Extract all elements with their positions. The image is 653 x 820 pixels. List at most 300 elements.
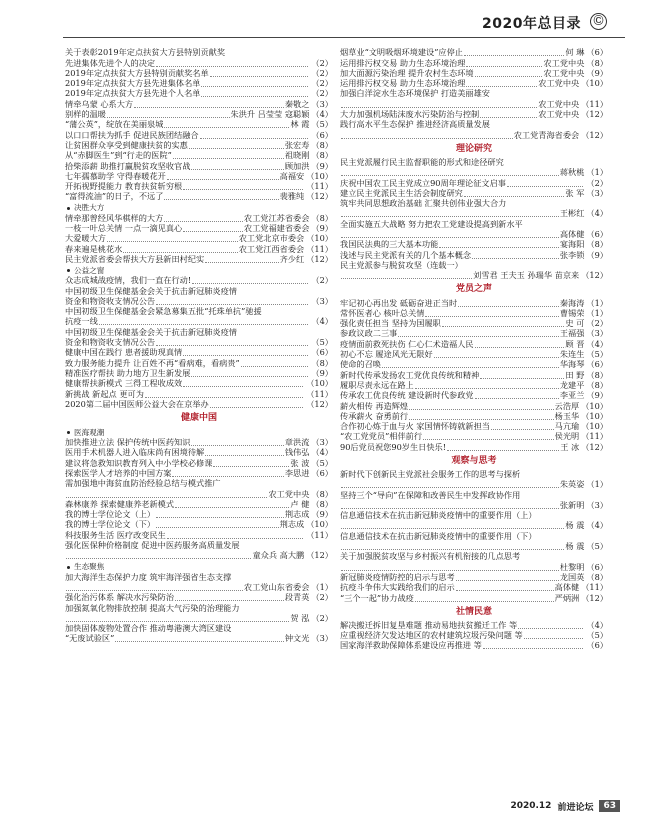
entry-issue: （2） <box>586 178 608 188</box>
entry-author: 云浩厚 <box>554 401 580 411</box>
entry-author: 农工党中央 <box>543 68 585 78</box>
entry-title: 先进集体先进个人的决定 <box>65 58 156 68</box>
dot-leader <box>341 138 513 139</box>
dot-leader <box>456 590 554 591</box>
dot-leader <box>183 189 303 190</box>
toc-entry <box>65 500 333 510</box>
dot-leader <box>201 96 308 97</box>
entry-issue: （12） <box>581 270 608 281</box>
dot-leader <box>425 316 558 317</box>
entry-title: “三个一起”协力战疫 <box>340 593 414 603</box>
entry-author: 张李锁 <box>559 250 585 260</box>
entry-issue: （8） <box>586 572 608 582</box>
entry-title: 关于加强脱贫攻坚与乡村振兴有机衔接的几点思考 <box>340 552 521 562</box>
toc-entry <box>340 189 608 199</box>
dot-leader <box>192 283 308 284</box>
entry-issue: （3） <box>311 437 333 448</box>
toc-entry-continuation <box>340 230 608 240</box>
entry-author: 秦敬之 <box>284 99 310 109</box>
entry-title: “农工党党员”相伴前行 <box>340 432 423 442</box>
entry-title: 加强氮氧化物排放控制 提高大气污染的治理能力 <box>65 603 240 613</box>
entry-title: 使命的召唤 <box>340 360 381 370</box>
entry-issue: （3） <box>586 500 608 510</box>
entry-title: 建立民主党派民主生活会制度研究 <box>340 188 463 198</box>
entry-title: 传承薪火 奋勇前行 <box>340 411 409 421</box>
entry-issue: （11） <box>581 99 608 109</box>
entry-issue: （6） <box>586 641 608 651</box>
toc-entry <box>65 317 333 327</box>
entry-author: 齐少红 <box>279 254 305 264</box>
dot-leader <box>164 221 243 222</box>
entry-issue: （8） <box>311 499 333 509</box>
entry-issue: （6） <box>586 48 608 58</box>
section-heading: 社情民意 <box>455 606 492 617</box>
entry-issue: （12） <box>306 192 333 202</box>
entry-title: 资金和物资收支情况公告 <box>65 337 156 348</box>
entry-title: 中国初级卫生保健基金会关于抗击新冠肺炎疫情 <box>65 286 237 296</box>
entry-title: 致力服务能力提升 让百姓不再“看病难，看病贵” <box>65 358 240 368</box>
toc-entry <box>65 530 333 540</box>
entry-issue: （10） <box>581 421 608 432</box>
entry-title: 让贫困群众享受到健康扶贫的实惠 <box>65 140 188 150</box>
entry-issue: （8） <box>586 240 608 250</box>
entry-title: 大力加强机场陆沫废水污染防治与控制 <box>340 109 480 120</box>
toc-entry <box>340 79 608 89</box>
dot-leader <box>167 179 279 180</box>
entry-author: 林 霞 <box>290 120 310 130</box>
dot-leader <box>123 252 237 253</box>
toc-entry <box>340 120 608 130</box>
entry-title: 信息通信技术在抗击新冠肺炎疫情中的重要作用（下） <box>340 531 537 541</box>
entry-issue: （8） <box>586 58 608 68</box>
toc-entry <box>65 541 333 551</box>
toc-entry <box>65 297 333 307</box>
toc-entry-continuation <box>340 168 608 178</box>
entry-issue: （5） <box>311 458 333 468</box>
section-heading: 理论研究 <box>455 143 492 154</box>
dot-leader <box>524 638 584 639</box>
dot-leader <box>189 148 284 149</box>
entry-author: 农工党青海省委会 <box>513 130 580 140</box>
entry-issue: （2） <box>311 78 333 89</box>
dot-leader <box>66 621 289 622</box>
entry-issue: （12） <box>581 130 608 140</box>
dot-leader <box>480 378 564 379</box>
entry-issue: （10） <box>306 171 333 181</box>
toc-entry <box>340 422 608 432</box>
entry-title: 常怀医者心 核叶总关情 <box>340 308 425 318</box>
toc-entry <box>340 298 608 308</box>
bullet-icon <box>67 269 70 272</box>
toc-entry <box>340 552 608 562</box>
dot-leader <box>205 262 278 263</box>
dot-leader <box>483 648 584 649</box>
entry-author: 钟文光 <box>284 634 310 644</box>
section-heading: 观察与思考 <box>451 455 497 466</box>
entry-title: 筑牢共同思想政治基础 汇聚共创伟业强大合力 <box>340 198 507 209</box>
toc-entry <box>340 48 608 58</box>
entry-title: 新时代传承发扬农工党优良传统和精神 <box>340 370 480 380</box>
toc-entry <box>340 381 608 391</box>
entry-author: 严炳洲 <box>554 593 580 603</box>
entry-author: 曹锡荣 <box>559 308 585 318</box>
entry-issue: （6） <box>586 562 608 572</box>
toc-entry <box>65 276 333 286</box>
issue-date: 2020.12 <box>510 801 552 811</box>
entry-title: 履职尽责永远在路上 <box>340 380 414 390</box>
entry-title: 加大海洋生态保护力度 筑牢海洋强省生态支撑 <box>65 572 232 582</box>
entry-author: 高福安 <box>279 171 305 181</box>
entry-issue: （4） <box>586 209 608 219</box>
toc-entry <box>65 48 333 58</box>
toc-entry <box>65 110 333 120</box>
entry-issue: （4） <box>586 339 608 349</box>
toc-entry <box>340 350 608 360</box>
entry-author: 章洪流 <box>284 437 310 448</box>
toc-entry <box>65 379 333 389</box>
dot-leader <box>491 429 554 430</box>
subsection-heading <box>65 202 333 213</box>
toc-entry <box>340 370 608 380</box>
entry-issue: （1） <box>586 298 608 308</box>
entry-author: 农工党江西省委会 <box>238 244 305 254</box>
entry-title: 健康中国在践行 患者援助现真情 <box>65 348 183 358</box>
entry-title: 运用排污权交易 助力生态环境治理 <box>340 58 466 68</box>
toc-entry <box>340 531 608 541</box>
page-header <box>0 0 653 40</box>
toc-entry <box>340 319 608 329</box>
entry-title: 应重视经济欠发达地区的农村建筑垃圾污染问题 等 <box>340 630 523 641</box>
toc-entry <box>65 58 333 68</box>
dot-leader <box>456 580 559 581</box>
entry-issue: （10） <box>306 520 333 530</box>
dot-leader <box>175 507 289 508</box>
toc-entry <box>65 69 333 79</box>
entry-author: 田 野 <box>565 370 585 380</box>
dot-leader <box>382 367 559 368</box>
dot-leader <box>442 326 565 327</box>
entry-author: 高体健 <box>554 582 580 593</box>
entry-author: 张 军 <box>565 188 585 198</box>
dot-leader <box>164 199 278 200</box>
entry-issue: （11） <box>306 530 333 540</box>
entry-title: 抗疫斗争伟大实践给我们的启示 <box>340 582 455 593</box>
entry-title: 薪火相传 再造辉煌 <box>340 401 409 411</box>
dot-leader <box>475 76 543 77</box>
entry-title: 七年孺慕助学 守得春暖花开 <box>65 171 166 181</box>
entry-title: 中国初级卫生保健基金会紧急募集五批“托珠单抗”驰援 <box>65 306 262 317</box>
toc-entry <box>340 583 608 593</box>
entry-author: 刘雪君 王夫玉 孙瑞华 苗京来 <box>473 270 580 281</box>
entry-issue: （8） <box>311 213 333 223</box>
toc-entry <box>65 172 333 182</box>
entry-issue: （6） <box>586 229 608 240</box>
entry-title: 强化治污体系 解决水污染防治 <box>65 592 175 603</box>
toc-entry <box>65 255 333 265</box>
entry-author: 张宏寿 <box>284 140 310 150</box>
entry-author: 农工党福建省委会 <box>243 223 310 234</box>
dot-leader <box>145 397 303 398</box>
dot-leader <box>475 347 565 348</box>
dot-leader <box>518 628 583 629</box>
toc-entry-continuation <box>65 551 333 561</box>
toc-entry <box>65 213 333 223</box>
entry-issue: （4） <box>311 109 333 120</box>
entry-issue: （4） <box>586 521 608 531</box>
toc-entry-continuation <box>340 209 608 219</box>
entry-issue: （3） <box>311 296 333 306</box>
entry-title: 2019年定点扶贫大方县先进个人名单 <box>65 89 201 99</box>
entry-author: 杨 震 <box>565 541 585 552</box>
entry-title: 疫情面前救死扶伤 仁心仁术造福人民 <box>340 339 474 349</box>
entry-issue: （12） <box>581 442 608 452</box>
entry-title: 烟草业“文明吸烟环境建设”应停止 <box>340 48 463 58</box>
entry-author: 祖晓刚 <box>284 150 310 161</box>
dot-leader <box>183 231 243 232</box>
entry-title: 新时代下创新民主党派社会服务工作的思考与探析 <box>340 469 521 479</box>
entry-issue: （11） <box>306 181 333 192</box>
dot-leader <box>398 336 559 337</box>
toc-entry <box>65 286 333 296</box>
entry-issue: （11） <box>581 582 608 593</box>
dot-leader <box>458 306 559 307</box>
toc-entry <box>340 199 608 209</box>
entry-issue: （5） <box>311 120 333 130</box>
entry-author: 杨玉华 <box>554 411 580 421</box>
entry-author: 农工党北京市委会 <box>238 234 305 244</box>
dot-leader <box>172 476 283 477</box>
dot-leader <box>507 186 583 187</box>
toc-entry-continuation <box>340 562 608 572</box>
toc-entry <box>65 593 333 603</box>
toc-entry <box>65 130 333 140</box>
entry-issue: （4） <box>311 448 333 458</box>
entry-title: 医用手术机器人进入临床尚有困境待解 <box>65 448 205 458</box>
entry-title: 别样的温暖 <box>65 109 106 120</box>
entry-author: 王福强 <box>559 329 585 339</box>
dot-leader <box>213 466 289 467</box>
entry-issue: （10） <box>581 401 608 411</box>
entry-title: 合作初心炼于血与火 家国情怀铸就新担当 <box>340 421 490 432</box>
toc-entry <box>340 391 608 401</box>
entry-issue: （8） <box>311 489 333 499</box>
entry-issue: （8） <box>311 358 333 368</box>
entry-title: 抗疫一线 <box>65 317 98 327</box>
dot-leader <box>472 258 559 259</box>
toc-entry <box>65 634 333 644</box>
entry-issue: （8） <box>311 140 333 150</box>
entry-author: 龙国英 <box>559 572 585 582</box>
entry-title: 情牵乌蒙 心系大方 <box>65 99 134 109</box>
dot-leader <box>466 86 537 87</box>
toc-entry <box>65 307 333 317</box>
dot-leader <box>415 388 559 389</box>
entry-issue: （4） <box>586 620 608 630</box>
toc-entry <box>65 510 333 520</box>
entry-issue: （6） <box>311 348 333 358</box>
toc-entry <box>65 99 333 109</box>
entry-title: 坚持三个“导向”在保障和改善民生中发挥政协作用 <box>340 490 521 500</box>
entry-title: 运用排污权交易 助力生态环境治理 <box>340 78 466 89</box>
entry-title: 全面实施五大战略 努力把农工党建设提高到新水平 <box>340 219 523 229</box>
entry-author: 马亢瑜 <box>554 421 580 432</box>
toc-entry <box>340 158 608 168</box>
toc-entry-continuation <box>340 521 608 531</box>
entry-issue: （2） <box>311 613 333 623</box>
entry-author: 宴海阳 <box>559 240 585 250</box>
entry-issue: （1） <box>311 582 333 592</box>
entry-issue: （3） <box>311 99 333 109</box>
toc-entry <box>65 141 333 151</box>
toc-entry <box>340 593 608 603</box>
entry-issue: （8） <box>586 380 608 390</box>
entry-issue: （9） <box>586 68 608 78</box>
toc-entry <box>340 219 608 229</box>
entry-title: 科技服务生活 医疗改变民生 <box>65 530 166 540</box>
entry-title: 开拓视野提能力 教育扶贫斩穷根 <box>65 181 183 192</box>
entry-title: 众志成城战疫情，我们一直在行动! <box>65 275 192 286</box>
toc-entry-continuation <box>340 480 608 490</box>
entry-title: 加快固体废物处置合作 推动粤港澳大湾区建设 <box>65 623 232 634</box>
dot-leader <box>341 570 559 571</box>
dot-leader <box>341 508 559 509</box>
entry-issue: （10） <box>306 234 333 244</box>
entry-title: 春来遍是桃花水 <box>65 244 123 254</box>
right-column <box>340 48 608 651</box>
dot-leader <box>66 558 251 559</box>
entry-issue: （5） <box>586 349 608 360</box>
entry-author: 农工党中央 <box>538 78 580 89</box>
magazine-logo-icon: Ⓒ <box>590 13 607 30</box>
entry-title: 情牵那曾经风华棋样的大方 <box>65 213 164 223</box>
entry-title: 90后党员祝您90岁生日快乐! <box>340 442 447 452</box>
dot-leader <box>107 117 230 118</box>
toc-entry <box>65 89 333 99</box>
toc-entry-continuation <box>340 130 608 140</box>
entry-title: 庆祝中国农工民主党成立90周年理论征文启事 <box>340 178 506 188</box>
dot-leader <box>341 216 559 217</box>
entry-issue: （3） <box>311 634 333 644</box>
entry-issue: （5） <box>311 337 333 348</box>
dot-leader <box>341 107 537 108</box>
entry-title: 初心不忘 履途风光无限好 <box>340 349 433 360</box>
dot-leader <box>466 66 542 67</box>
entry-author: 李亚兰 <box>559 390 585 401</box>
entry-title: 强化医保种价格制度 促进中医药服务高质量发展 <box>65 540 240 551</box>
dot-leader <box>66 590 243 591</box>
entry-author: 龙建平 <box>559 380 585 390</box>
dot-leader <box>183 386 303 387</box>
toc-entry <box>65 438 333 448</box>
entry-issue: （10） <box>581 78 608 89</box>
entry-title: 浅述与民主党派有关的几个基本概念 <box>340 250 472 260</box>
dot-leader <box>191 445 283 446</box>
dot-leader <box>167 538 303 539</box>
entry-title: 探索医学人才培养的中国方案 <box>65 468 172 478</box>
toc-entry <box>65 327 333 337</box>
entry-author: 农工党中央 <box>268 489 310 499</box>
entry-issue: （2） <box>311 68 333 78</box>
entry-issue: （9） <box>311 509 333 520</box>
toc-entry <box>65 479 333 489</box>
entry-author: 裴雅纯 <box>279 192 305 202</box>
dot-leader <box>115 641 284 642</box>
subsection-heading <box>65 561 333 572</box>
entry-issue: （1） <box>586 167 608 178</box>
entry-title: 加快推进立法 保护传统中医药知识 <box>65 437 191 448</box>
toc-entry <box>340 339 608 349</box>
entry-title: 关于表彰2019年定点扶贫大方县特别贡献奖 <box>65 48 226 58</box>
entry-title: “蒲公英”，绽放在美丽泉城 <box>65 120 164 130</box>
entry-title: 民主党派省委会帮扶大方县新田村纪实 <box>65 254 205 264</box>
dot-leader <box>464 196 565 197</box>
toc-entry <box>65 161 333 171</box>
toc-entry <box>340 58 608 68</box>
entry-issue: （11） <box>581 432 608 442</box>
entry-issue: （9） <box>586 390 608 401</box>
toc-entry <box>65 120 333 130</box>
entry-title: 强化责任担当 坚持为国履职 <box>340 318 441 329</box>
toc-entry-continuation <box>65 614 333 624</box>
toc-entry-continuation <box>340 542 608 552</box>
entry-author: 高体健 <box>559 229 585 240</box>
toc-entry <box>65 358 333 368</box>
entry-title: 建议将急救知识教育列入中小学校必修课 <box>65 458 213 468</box>
dot-leader <box>480 117 537 118</box>
header-rule <box>63 37 625 38</box>
dot-leader <box>66 497 267 498</box>
toc-entry <box>340 250 608 260</box>
entry-author: 荆志成 <box>284 509 310 520</box>
toc-entry-continuation <box>340 271 608 281</box>
entry-author: 杨 震 <box>565 521 585 531</box>
bullet-icon <box>67 207 70 210</box>
entry-title: 精准医疗帮扶 助力地方卫生新发展 <box>65 368 191 378</box>
entry-title: 我国民法典的三大基本功能 <box>340 240 439 250</box>
toc-entry <box>340 511 608 521</box>
toc-entry <box>340 240 608 250</box>
dot-leader <box>156 345 308 346</box>
toc-entry <box>65 79 333 89</box>
entry-title: 一枝一叶总关情 一点一滴见真心 <box>65 223 183 234</box>
entry-title: 2020第二届中国医师公益大会在京举办 <box>65 399 209 409</box>
toc-entry <box>65 520 333 530</box>
entry-title: 传承农工优良传统 建设新时代参政党 <box>340 390 474 401</box>
entry-author: 何 琳 <box>565 48 585 58</box>
entry-issue: （5） <box>586 541 608 552</box>
entry-issue: （2） <box>311 89 333 99</box>
entry-author: 朱连生 <box>559 349 585 360</box>
entry-issue: （6） <box>586 360 608 370</box>
entry-title: “富得流油”的日子，不远了 <box>65 192 164 202</box>
dot-leader <box>183 355 308 356</box>
entry-issue: （12） <box>581 109 608 120</box>
subsection-label: 医海观潮 <box>74 427 105 437</box>
dot-leader <box>99 324 309 325</box>
toc-entry <box>340 470 608 480</box>
dot-leader <box>341 175 559 176</box>
entry-author: 农工党山东省委会 <box>243 582 310 592</box>
dot-leader <box>201 86 308 87</box>
toc-entry <box>65 603 333 613</box>
dot-leader <box>156 66 308 67</box>
toc-entry <box>340 631 608 641</box>
entry-title: 参政议政二三事 <box>340 329 398 339</box>
entry-title: 从“赤脚医生”到“行走的医院” <box>65 150 172 161</box>
entry-issue: （2） <box>311 275 333 286</box>
entry-author: 段青英 <box>284 592 310 603</box>
subsection-label: 决胜大方 <box>74 203 105 213</box>
